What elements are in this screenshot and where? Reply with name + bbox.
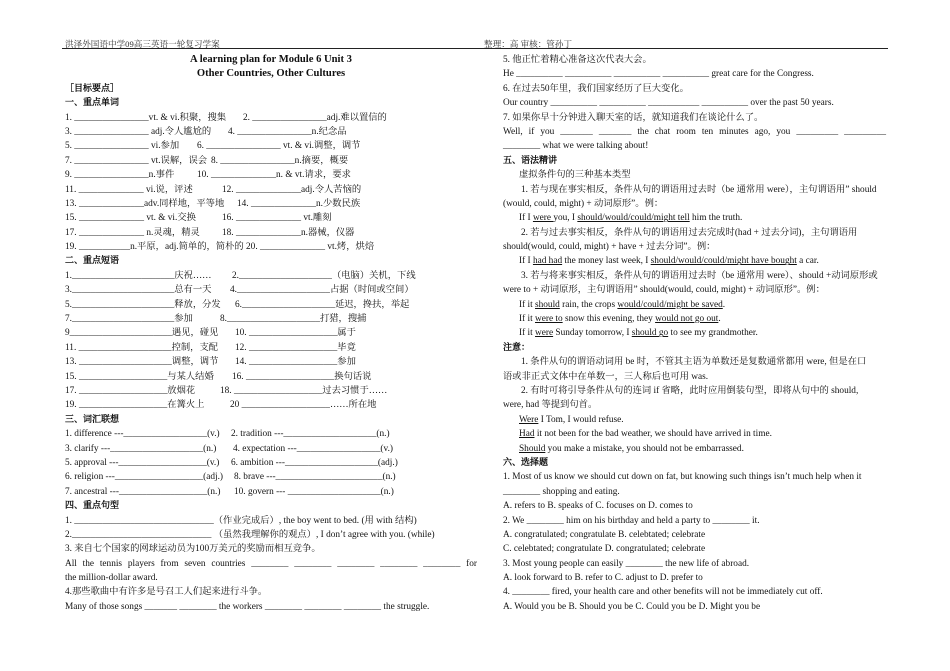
header-editor: 整理：高 审核：管孙丁 (484, 39, 573, 49)
exercise-item: 19. ___________n.平原，adj.简单的，简朴的 20. ______________ vt.烤，烘焙 (65, 242, 375, 253)
text-line (65, 514, 477, 528)
exercise-item: 6. religion ---___________________(adj.) (65, 472, 224, 483)
text-segment: the money last week, I (562, 256, 651, 267)
text-line (503, 413, 886, 427)
section-heading (65, 413, 477, 427)
text-segment: ________ what we were talking about! (503, 141, 649, 152)
text-line (65, 283, 477, 297)
text-line (65, 600, 477, 614)
exercise-item: 9. ________________n.事件 (65, 170, 175, 181)
text-line (65, 312, 477, 326)
text-segment: 4.那些歌曲中有许多是号召工人们起来进行斗争。 (65, 587, 268, 598)
exercise-item: 12. ______________adj.令人苦恼的 (222, 184, 362, 195)
text-line (503, 139, 886, 153)
text-segment: 6. 在过去50年里，我们国家经历了巨大变化。 (503, 83, 689, 94)
text-segment: 3. 若与将来事实相反，条件从句的谓语用过去时（be 通常用 were）、should +动词原形或 (521, 270, 878, 281)
exercise-item: 16. ___________________换句话说 (232, 371, 372, 382)
exercise-item: 17. ___________________放烟花 (65, 385, 196, 396)
text-segment: He __________ __________ __________ __________ great care for the Congress. (503, 69, 814, 80)
text-segment: should(would, could, might) + have + 过去分词”。例： (503, 242, 716, 253)
text-segment: A. look forward to B. refer to C. adjust to D. prefer to (503, 573, 703, 584)
exercise-item: 5.______________________释放，分发 (65, 299, 221, 310)
text-line (503, 355, 886, 369)
text-segment: 一、重点单词 (65, 98, 120, 109)
text-segment: If I (519, 213, 533, 224)
exercise-item: 15. ______________ vt. & vi.交换 (65, 213, 196, 224)
exercise-item: 3. clarify ---____________________(n.) (65, 443, 217, 454)
text-segment: 注意： (503, 342, 531, 353)
text-segment: 2. 若与过去事实相反，条件从句的谓语用过去完成时(had + 过去分词)，主句谓语用 (521, 227, 858, 238)
exercise-item: 8.____________________打猎，搜捕 (220, 314, 367, 325)
underlined-phrase: were to (535, 314, 563, 325)
exercise-item: 12. ___________________毕竟 (235, 342, 356, 353)
text-line (503, 111, 886, 125)
text-line (503, 96, 886, 110)
text-line (65, 183, 477, 197)
underlined-phrase: were (535, 328, 554, 339)
text-segment: the million-dollar award. (65, 573, 158, 584)
text-segment: Sunday tomorrow, I (553, 328, 632, 339)
text-segment: 虚拟条件句的三种基本类型 (519, 170, 631, 181)
text-line (503, 470, 886, 484)
document-title (65, 53, 477, 67)
text-line (503, 528, 886, 542)
text-segment: were, had 等提到句首。 (503, 400, 598, 411)
text-line (503, 183, 886, 197)
text-line (65, 341, 477, 355)
underlined-phrase: Should (519, 443, 546, 454)
text-line (65, 427, 477, 441)
text-segment: Many of those songs _______ ________ the workers ________ ________ ________ the struggle. (65, 601, 430, 612)
text-line (65, 557, 477, 571)
text-line (503, 240, 886, 254)
text-segment: 三、词汇联想 (65, 414, 120, 425)
underlined-phrase: Had (519, 429, 535, 440)
text-segment: 7. 如果你早十分钟进入聊天室的话，就知道我们在谈论什么了。 (503, 112, 764, 123)
underlined-phrase: should/would/could/might tell (577, 213, 690, 224)
exercise-item: 1. difference ---__________________(v.) (65, 429, 220, 440)
text-segment: I Tom, I would refuse. (538, 414, 624, 425)
text-line (65, 470, 477, 484)
text-line (503, 542, 886, 556)
exercise-item: 2. tradition ---____________________(n.) (231, 429, 390, 440)
text-line (503, 82, 886, 96)
text-line (65, 168, 477, 182)
text-line (65, 585, 477, 599)
text-line (503, 283, 886, 297)
text-segment: A. Would you be B. Should you be C. Could you be D. Might you be (503, 601, 761, 612)
text-segment: 2. 有时可将引导条件从句的连词 if 省略，此时应用倒装句型，即将从句中的 should, (521, 385, 859, 396)
text-segment: 五、语法精讲 (503, 155, 558, 166)
text-line (65, 211, 477, 225)
section-heading (65, 96, 477, 110)
left-column (65, 53, 477, 614)
text-line (503, 312, 886, 326)
text-line (503, 571, 886, 585)
header-divider (62, 48, 888, 49)
exercise-item: 18. ___________________过去习惯于…… (220, 385, 388, 396)
text-line (65, 355, 477, 369)
exercise-item: 8. ________________n.摘要，概要 (211, 155, 349, 166)
text-line (503, 427, 886, 441)
exercise-item: 4. ________________n.纪念品 (228, 126, 347, 137)
text-line (503, 226, 886, 240)
text-line (503, 254, 886, 268)
text-line (503, 514, 886, 528)
text-segment: him the truth. (689, 213, 743, 224)
text-segment: ［目标要点］ (65, 83, 120, 94)
text-segment: A. refers to B. speaks of C. focuses on D. comes to (503, 501, 693, 512)
exercise-item: 14. ______________n.少数民族 (237, 198, 361, 209)
exercise-item: 13. ______________adv.同样地，平等地 (65, 198, 225, 209)
exercise-item: 2.____________________（电脑）关机，下线 (232, 270, 416, 281)
text-segment: A. congratulated; congratulate B. celebtated; celebrate (503, 529, 706, 540)
text-segment: 六、选择题 (503, 457, 549, 468)
text-line (65, 125, 477, 139)
text-line (503, 442, 886, 456)
text-segment: 二、重点短语 (65, 256, 120, 267)
text-line (503, 211, 886, 225)
text-line (503, 125, 886, 139)
text-segment: ________ shopping and eating. (503, 486, 620, 497)
section-heading (65, 82, 477, 96)
text-segment: 1. 条件从句的谓语动词用 be 时，不管其主语为单数还是复数通常都用 were, 但是在口 (521, 357, 867, 368)
text-segment: 2.______________________________ （虽然我理解你的观点）, I don’t agree with you. (while) (65, 529, 435, 540)
text-segment: If it (519, 328, 536, 339)
section-heading (503, 154, 886, 168)
text-line (65, 197, 477, 211)
text-segment: (would, could, might) + 动词原形”。例： (503, 198, 664, 209)
text-line (503, 370, 886, 384)
exercise-item: 7. ________________ vt.误解，误会 (65, 155, 208, 166)
text-line (503, 298, 886, 312)
text-segment: snow this evening, they (562, 314, 656, 325)
exercise-item: 2. ________________adj.难以置信的 (243, 112, 387, 123)
text-line (65, 370, 477, 384)
text-segment: you, I (553, 213, 578, 224)
text-line (65, 485, 477, 499)
exercise-item: 5. approval ---___________________(v.) (65, 457, 220, 468)
text-line (65, 298, 477, 312)
text-segment: 1. ______________________________（作业完成后）, the boy went to bed. (用 with 结构) (65, 515, 417, 526)
text-line (503, 269, 886, 283)
text-line (65, 398, 477, 412)
underlined-phrase: Were (519, 414, 539, 425)
exercise-item: 18. ______________n.器械，仪器 (222, 227, 355, 238)
exercise-item: 17. ______________ n.灵魂，精灵 (65, 227, 200, 238)
exercise-item: 14. ___________________参加 (235, 357, 356, 368)
text-line (65, 442, 477, 456)
text-line (65, 528, 477, 542)
text-line (65, 269, 477, 283)
exercise-item: 6. ________________ vt. & vi.调整，调节 (197, 141, 361, 152)
section-heading (503, 341, 886, 355)
text-segment: If I (519, 256, 533, 267)
exercise-item: 3. ________________ adj.令人尴尬的 (65, 126, 212, 137)
text-line (503, 398, 886, 412)
text-segment: it not been for the bad weather, we should have arrived in time. (534, 429, 772, 440)
section-heading (65, 254, 477, 268)
text-segment: rain, the crops (559, 299, 618, 310)
text-segment: Our country __________ __________ ___________ __________ over the past 50 years. (503, 98, 834, 109)
text-line (503, 585, 886, 599)
exercise-item: 3.______________________总有一天 (65, 285, 212, 296)
text-line (65, 226, 477, 240)
text-line (503, 53, 886, 67)
exercise-item: 16. ______________ vt.雕刻 (222, 213, 332, 224)
exercise-item: 15. ___________________与某人结婚 (65, 371, 214, 382)
text-line (65, 542, 477, 556)
exercise-item: 7. ancestral ---___________________(n.) (65, 486, 221, 497)
exercise-item: 9______________________遇见，碰见 (65, 328, 219, 339)
exercise-item: 10. ______________n. & vt.请求，要求 (197, 170, 351, 181)
exercise-item: 10. govern --- ____________________(n.) (234, 486, 394, 497)
text-segment: were to + 动词原形，主句谓语用” should(would, could, might) + 动词原形”。例： (503, 285, 825, 296)
header-school: 洪泽外国语中学09高三英语一轮复习学案 (65, 39, 220, 49)
underlined-phrase: had had (532, 256, 563, 267)
exercise-item: 20 ___________________……所在地 (230, 400, 377, 411)
text-line (503, 168, 886, 182)
underlined-phrase: should/would/could/might have bought (650, 256, 797, 267)
text-segment: A learning plan for Module 6 Unit 3 (190, 54, 352, 65)
text-segment: 3. 来自七个国家的网球运动员为100万美元的奖励而相互竞争。 (65, 544, 321, 555)
text-line (503, 384, 886, 398)
exercise-item: 11. ____________________控制，支配 (65, 342, 219, 353)
underlined-phrase: were (532, 213, 554, 224)
text-line (65, 571, 477, 585)
text-segment: you make a mistake, you should not be embarrassed. (545, 443, 744, 454)
text-line (503, 499, 886, 513)
exercise-item: 19. ___________________在篝火上 (65, 400, 205, 411)
text-segment: Well, if you _______ _______ the chat room ten minutes ago, you _________ _________ (503, 126, 886, 137)
text-line (503, 600, 886, 614)
text-segment: 3. Most young people can easily ________ the new life of abroad. (503, 558, 750, 569)
exercise-item: 4. expectation ---__________________(v.) (233, 443, 393, 454)
text-segment: All the tennis players from seven countries ________ ________ ________ ________ ________ for (65, 558, 477, 569)
exercise-item: 7.______________________参加 (65, 314, 193, 325)
exercise-item: 1. ________________vt. & vi.积聚，搜集 (65, 112, 227, 123)
text-line (65, 456, 477, 470)
underlined-phrase: should (535, 299, 560, 310)
text-line (503, 485, 886, 499)
text-segment: . (718, 314, 721, 325)
underlined-phrase: would/could/might be saved (617, 299, 723, 310)
text-line (503, 326, 886, 340)
text-segment: If it (519, 314, 536, 325)
exercise-item: 10. ___________________属于 (235, 328, 356, 339)
text-segment: 1. 若与现在事实相反，条件从句的谓语用过去时（be 通常用 were），主句谓语用” should (521, 184, 877, 195)
text-segment: 语或非正式文体中在单数一，三人称后也可用 was. (503, 371, 709, 382)
text-line (65, 240, 477, 254)
exercise-item: 4.____________________占据（时间或空间） (230, 285, 414, 296)
exercise-item: 5. ________________ vi.参加 (65, 141, 180, 152)
text-segment: 1. Most of us know we should cut down on fat, but knowing such things isn’t much help when it (503, 472, 862, 483)
text-line (65, 139, 477, 153)
exercise-item: 6. ambition ---____________________(adj.) (231, 457, 398, 468)
text-segment: 四、重点句型 (65, 501, 120, 512)
section-heading (503, 456, 886, 470)
text-segment: C. celebtated; congratulate D. congratulated; celebrate (503, 544, 706, 555)
text-segment: 2. We ________ him on his birthday and held a party to ________ it. (503, 515, 760, 526)
text-segment: . (722, 299, 726, 310)
text-segment: If it (519, 299, 536, 310)
text-segment: to see my grandmother. (668, 328, 758, 339)
text-line (65, 384, 477, 398)
exercise-item: 1.______________________庆祝…… (65, 270, 212, 281)
text-segment: 4. ________ fired, your health care and other benefits will not be immediately cut off. (503, 587, 823, 598)
text-segment: 5. 他正忙着精心准备这次代表大会。 (503, 55, 652, 65)
section-heading (65, 499, 477, 513)
exercise-item: 8. brave ---_______________________(n.) (234, 472, 396, 483)
text-line (503, 67, 886, 81)
exercise-item: 11. ______________ vi.说，评述 (65, 184, 193, 195)
text-line (65, 326, 477, 340)
underlined-phrase: should go (631, 328, 669, 339)
exercise-item: 6.____________________延迟，搀扶，举起 (235, 299, 410, 310)
document-title (65, 67, 477, 81)
right-column (503, 53, 886, 614)
text-line (503, 197, 886, 211)
text-line (65, 111, 477, 125)
underlined-phrase: would not go out (655, 314, 719, 325)
exercise-item: 13. ____________________调整，调节 (65, 357, 219, 368)
text-segment: Other Countries, Other Cultures (196, 68, 346, 80)
text-line (65, 154, 477, 168)
text-line (503, 557, 886, 571)
text-segment: a car. (796, 256, 819, 267)
